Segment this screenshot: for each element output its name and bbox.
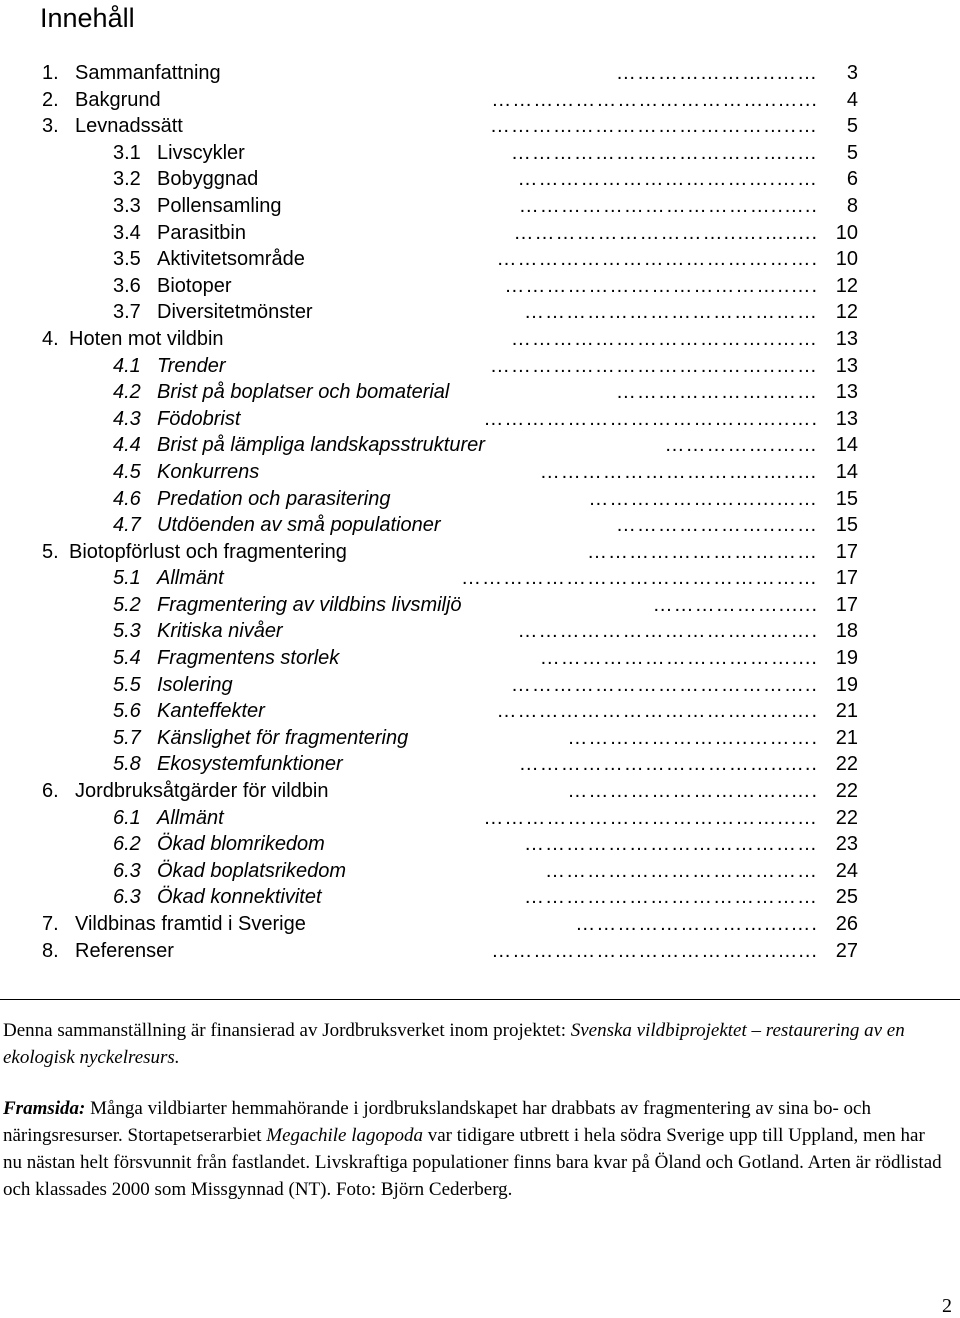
- toc-entry[interactable]: [0, 565, 900, 592]
- toc-entry-leader: ……………………………………..….: [483, 407, 818, 430]
- toc-entry-number: 4.4: [113, 434, 141, 457]
- toc-entry[interactable]: [0, 884, 900, 911]
- toc-entry-leader: ………………………………..…..: [518, 194, 818, 217]
- toc-entry[interactable]: [0, 592, 900, 619]
- toc-entry-page: 3: [846, 62, 858, 84]
- toc-entry-number: 5.8: [113, 753, 141, 776]
- toc-entry-label: Kanteffekter: [157, 700, 265, 723]
- toc-entry[interactable]: [0, 406, 900, 433]
- toc-entry-page: 17: [835, 593, 858, 616]
- toc-entry[interactable]: [0, 618, 900, 645]
- toc-entry-number: 5.4: [113, 647, 141, 670]
- toc-entry-page: 15: [835, 487, 858, 510]
- toc-entry-number: 5.2: [113, 593, 141, 616]
- toc-entry-number: 5.6: [113, 700, 141, 723]
- toc-entry-number: 6.3: [113, 859, 141, 882]
- toc-entry-leader: ……………………………………….: [496, 248, 818, 271]
- toc-entry-leader: ……………………..……….: [567, 726, 818, 749]
- toc-entry-page: 13: [835, 327, 858, 350]
- funding-note-text: Denna sammanställning är finansierad av Jordbruksverket inom projektet:: [3, 1020, 571, 1041]
- divider: [0, 999, 960, 1000]
- toc-entry-leader: ……………………………………: [524, 833, 818, 856]
- toc-entry-page: 5: [846, 115, 858, 138]
- toc-entry-page: 6: [846, 168, 858, 191]
- toc-entry-page: 12: [835, 274, 858, 297]
- toc-entry[interactable]: [0, 432, 900, 459]
- toc-entry-label: Födobrist: [157, 407, 241, 430]
- toc-entry-label: Jordbruksåtgärder för vildbin: [75, 780, 329, 803]
- toc-entry[interactable]: [0, 805, 900, 832]
- toc-entry-label: Levnadssätt: [75, 115, 183, 138]
- toc-entry-number: 4.1: [113, 354, 141, 377]
- toc-entry-page: 22: [835, 806, 858, 829]
- toc-entry-leader: ………………………………....: [539, 647, 818, 670]
- toc-entry-number: 5.: [42, 540, 59, 563]
- toc-entry-label: Hoten mot vildbin: [69, 327, 224, 350]
- toc-entry-label: Brist på boplatser och bomaterial: [157, 381, 450, 404]
- toc-entry-leader: …………….……: [664, 434, 818, 457]
- toc-entry-leader: ………………………....….: [575, 913, 818, 935]
- toc-entry-label: Känslighet för fragmentering: [157, 726, 409, 749]
- toc-entry-label: Biotopförlust och fragmentering: [69, 540, 347, 563]
- toc-entry-leader: …………………………..….….....: [513, 221, 818, 244]
- toc-entry-leader: …………………………..….: [567, 780, 818, 803]
- toc-entry-label: Pollensamling: [157, 194, 282, 217]
- page-number: 2: [942, 1295, 952, 1317]
- toc-entry-number: 4.6: [113, 487, 141, 510]
- toc-entry-number: 6.: [42, 780, 59, 803]
- toc-entry-page: 10: [835, 221, 858, 244]
- toc-entry-leader: ………………......: [652, 593, 818, 616]
- toc-entry-page: 5: [846, 141, 858, 164]
- toc-entry-page: 14: [835, 460, 858, 483]
- toc-entry[interactable]: [0, 193, 900, 220]
- toc-entry[interactable]: [0, 246, 900, 273]
- toc-entry-number: 7.: [42, 913, 59, 935]
- toc-entry-leader: ………………………………..…..: [518, 753, 818, 776]
- toc-entry-label: Livscykler: [157, 141, 245, 164]
- toc-entry-label: Aktivitetsområde: [157, 248, 305, 271]
- toc-entry-leader: …………………………………: [545, 859, 818, 882]
- toc-entry-label: Diversitetmönster: [157, 301, 313, 324]
- toc-entry-number: 6.3: [113, 886, 141, 909]
- toc-entry[interactable]: [0, 87, 900, 114]
- toc-entry-number: 3.6: [113, 274, 141, 297]
- toc-entry-label: Allmänt: [157, 567, 224, 590]
- toc-entry-page: 12: [835, 301, 858, 324]
- toc-entry-label: Isolering: [157, 673, 233, 696]
- toc-entry-number: 4.5: [113, 460, 141, 483]
- toc-entry[interactable]: [0, 113, 900, 140]
- toc-entry-number: 4.3: [113, 407, 141, 430]
- toc-entry-leader: …………………………..…..…: [539, 460, 818, 483]
- toc-entry-leader: ……………………………………: [524, 301, 818, 324]
- cover-caption: [3, 1095, 943, 1203]
- toc-entry[interactable]: [0, 273, 900, 300]
- toc-entry-leader: …………………………………..…...: [491, 88, 818, 111]
- toc-entry-page: 17: [835, 567, 858, 590]
- toc-entry-label: Trender: [157, 354, 226, 377]
- toc-entry[interactable]: [0, 539, 900, 566]
- toc-entry[interactable]: [0, 459, 900, 486]
- toc-entry-leader: ………………………………..……: [510, 327, 818, 350]
- toc-entry-number: 3.1: [113, 141, 141, 164]
- funding-note: [3, 1017, 943, 1071]
- toc-entry-page: 8: [846, 194, 858, 217]
- toc-entry[interactable]: [0, 326, 900, 353]
- toc-entry-leader: ……………………………….……: [517, 168, 818, 191]
- toc-entry-number: 4.: [42, 327, 59, 350]
- cover-caption-species: Megachile lagopoda: [266, 1125, 423, 1146]
- toc-entry-leader: ……………………………………..…: [489, 115, 818, 138]
- toc-entry-label: Parasitbin: [157, 221, 246, 244]
- toc-entry[interactable]: [0, 140, 900, 167]
- toc-entry[interactable]: [0, 166, 900, 193]
- toc-entry-label: Ökad konnektivitet: [157, 886, 322, 909]
- toc-entry-label: Ökad boplatsrikedom: [157, 859, 346, 882]
- page-title: Innehåll: [40, 3, 135, 33]
- toc-entry-page: 13: [835, 354, 858, 377]
- toc-entry-leader: …………………..……: [615, 514, 818, 537]
- toc-entry-label: Ekosystemfunktioner: [157, 753, 343, 776]
- toc-entry-page: 17: [835, 540, 858, 563]
- toc-entry-label: Sammanfattning: [75, 62, 221, 84]
- toc-entry-page: 10: [835, 248, 858, 271]
- toc-entry-number: 3.3: [113, 194, 141, 217]
- toc-entry[interactable]: [0, 379, 900, 406]
- toc-entry[interactable]: [0, 858, 900, 885]
- toc-entry-page: 13: [835, 381, 858, 404]
- toc-entry-label: Brist på lämpliga landskapsstrukturer: [157, 434, 485, 457]
- toc-entry-leader: ……………………………………….: [496, 700, 818, 723]
- toc-entry-page: 15: [835, 514, 858, 537]
- toc-entry-leader: …………………………………..….: [504, 274, 818, 297]
- toc-entry-number: 5.3: [113, 620, 141, 643]
- toc-entry[interactable]: [0, 938, 900, 965]
- toc-entry[interactable]: [0, 751, 900, 778]
- toc-entry[interactable]: [0, 299, 900, 326]
- toc-entry-number: 5.1: [113, 567, 141, 590]
- toc-entry-page: 25: [835, 886, 858, 909]
- table-of-contents: [0, 60, 900, 964]
- toc-entry-leader: ……………………………………………: [461, 567, 818, 590]
- toc-entry[interactable]: [0, 353, 900, 380]
- toc-entry-number: 3.: [42, 115, 59, 138]
- toc-entry-label: Biotoper: [157, 274, 232, 297]
- toc-entry-page: 4: [846, 88, 858, 111]
- toc-entry[interactable]: [0, 698, 900, 725]
- toc-entry-page: 18: [835, 620, 858, 643]
- funding-note-project: Svenska vildbiprojektet – restaurering av en ekologisk nyckelresurs.: [3, 1020, 905, 1068]
- toc-entry-page: 22: [835, 753, 858, 776]
- toc-entry-page: 19: [835, 647, 858, 670]
- toc-entry-label: Kritiska nivåer: [157, 620, 283, 643]
- toc-entry-number: 2.: [42, 88, 59, 111]
- toc-entry-page: 23: [835, 833, 858, 856]
- toc-entry-number: 5.7: [113, 726, 141, 749]
- toc-entry[interactable]: [0, 672, 900, 699]
- toc-entry[interactable]: [0, 220, 900, 247]
- toc-entry[interactable]: [0, 60, 900, 87]
- toc-entry-leader: ……………………………………: [524, 886, 818, 909]
- toc-entry-label: Utdöenden av små populationer: [157, 514, 441, 537]
- toc-entry-label: Vildbinas framtid i Sverige: [75, 913, 306, 935]
- toc-entry[interactable]: [0, 831, 900, 858]
- toc-entry-page: 13: [835, 407, 858, 430]
- toc-entry-leader: ……………………………………..: [510, 673, 818, 696]
- toc-entry-leader: ……………………...……: [588, 487, 818, 510]
- toc-entry-label: Ökad blomrikedom: [157, 833, 325, 856]
- toc-entry-label: Fragmentens storlek: [157, 647, 340, 670]
- toc-entry-number: 1.: [42, 62, 59, 84]
- toc-entry-page: 22: [835, 780, 858, 803]
- toc-entry-number: 8.: [42, 939, 59, 962]
- toc-entry-leader: …………………………………..…...: [491, 939, 818, 962]
- toc-entry-number: 5.5: [113, 673, 141, 696]
- toc-entry-page: 21: [835, 700, 858, 723]
- toc-entry[interactable]: [0, 486, 900, 513]
- toc-entry-number: 3.5: [113, 248, 141, 271]
- toc-entry-label: Allmänt: [157, 806, 224, 829]
- toc-entry[interactable]: [0, 778, 900, 805]
- toc-entry-leader: …………………………………..……: [489, 354, 818, 377]
- toc-entry-leader: …………………..……: [615, 62, 818, 84]
- toc-entry-page: 27: [835, 939, 858, 962]
- toc-entry-label: Konkurrens: [157, 460, 260, 483]
- toc-entry[interactable]: [0, 911, 900, 938]
- toc-entry-number: 3.2: [113, 168, 141, 191]
- toc-entry[interactable]: [0, 645, 900, 672]
- toc-entry[interactable]: [0, 725, 900, 752]
- toc-entry-number: 3.4: [113, 221, 141, 244]
- toc-entry-number: 6.1: [113, 806, 141, 829]
- toc-entry-page: 24: [835, 859, 858, 882]
- toc-entry-label: Bakgrund: [75, 88, 161, 111]
- toc-entry-label: Predation och parasitering: [157, 487, 391, 510]
- toc-entry-number: 4.2: [113, 381, 141, 404]
- toc-entry-number: 6.2: [113, 833, 141, 856]
- cover-caption-text-1: Många vildbiarter hemmahörande i jordbrukslandskapet har drabbats av fragmentering av sina bo- och näringsresurser. Stortapetserarbiet: [3, 1098, 871, 1146]
- toc-entry-leader: …………………………………….: [517, 620, 818, 643]
- toc-entry[interactable]: [0, 512, 900, 539]
- cover-caption-text-2: var tidigare utbrett i hela södra Sverige upp till Uppland, men har nu nästan helt försvunnit från fastlandet. Livskraftiga populationer finns bara kvar på Öland och Gotland. Arten är rödlistad och klassades 2000 som Missgynnad (NT). Foto: Björn Cederberg.: [3, 1125, 942, 1200]
- toc-entry-number: 3.7: [113, 301, 141, 324]
- toc-entry-leader: …………………………………..…: [510, 141, 818, 164]
- toc-entry-page: 21: [835, 726, 858, 749]
- toc-entry-leader: …………………..……: [615, 381, 818, 404]
- toc-entry-number: 4.7: [113, 514, 141, 537]
- toc-entry-page: 26: [835, 913, 858, 935]
- toc-entry-label: Referenser: [75, 939, 174, 962]
- toc-entry-leader: ……………………………: [587, 540, 818, 563]
- toc-entry-label: Fragmentering av vildbins livsmiljö: [157, 593, 462, 616]
- toc-entry-leader: ……………………………………...…: [483, 806, 818, 829]
- toc-entry-page: 14: [835, 434, 858, 457]
- toc-entry-label: Bobyggnad: [157, 168, 259, 191]
- cover-caption-lead: Framsida:: [3, 1098, 86, 1119]
- toc-entry-page: 19: [835, 673, 858, 696]
